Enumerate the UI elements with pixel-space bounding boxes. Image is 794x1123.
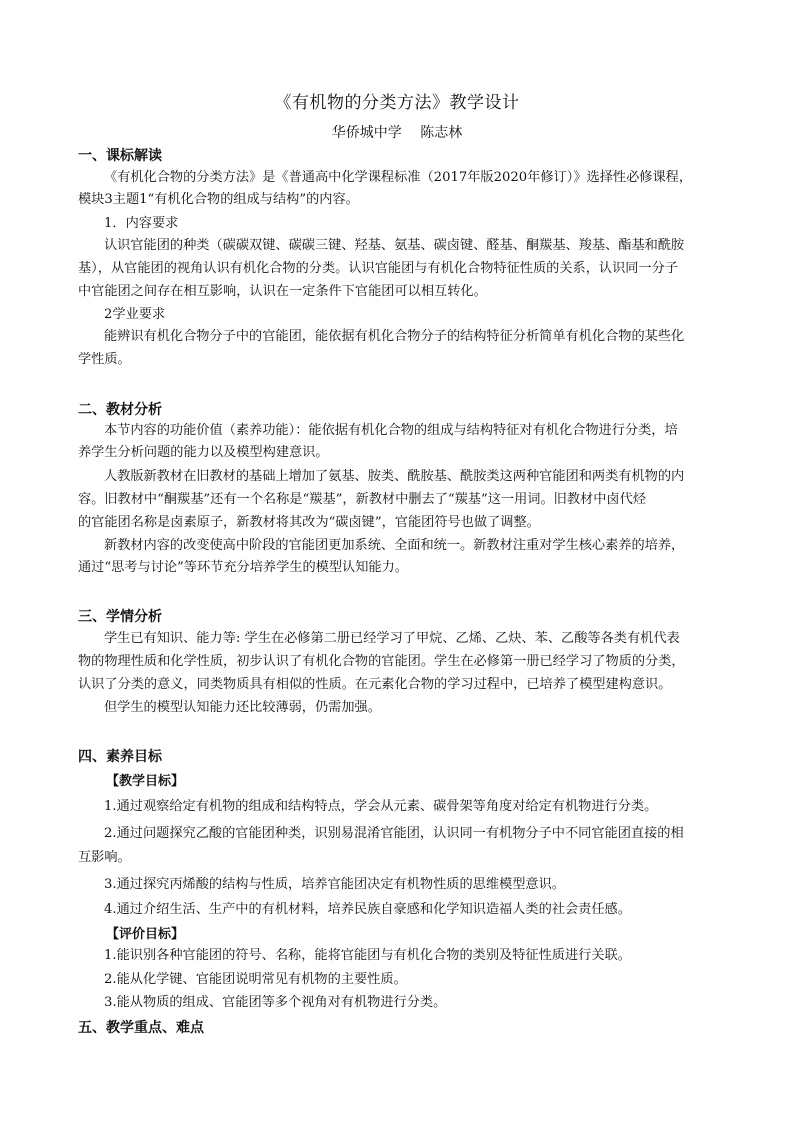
goal-item: 2.通过问题探究乙酸的官能团种类，识别易混淆官能团，认识同一有机物分子中不同官能团直接的相 [104,826,684,841]
paragraph-line: 学性质。 [78,352,131,367]
paragraph-line: 基），从官能团的视角认识有机化合物的分类。认识官能团与有机化合物特征性质的关系，认识同一分子 [78,261,679,276]
evaluation-item: 3.能从物质的组成、官能团等多个视角对有机物进行分类。 [104,995,447,1010]
section-heading-1: 一、课标解读 [78,148,162,164]
paragraph-line: 养学生分析问题的能力以及模型构建意识。 [78,445,329,460]
document-author: 华侨城中学 陈志林 [331,125,463,141]
paragraph-line: 的官能团名称是卤素原子，新教材将其改为“碳卤键”，官能团符号也做了调整。 [78,515,540,530]
paragraph-line: 能辨识有机化合物分子中的官能团，能依据有机化合物分子的结构特征分析简单有机化合物的某些化 [104,329,685,344]
subheading-content-requirements: 1．内容要求 [104,216,179,231]
paragraph-line: 通过“思考与讨论”等环节充分培养学生的模型认知能力。 [78,560,408,575]
paragraph-line: 中官能团之间存在相互影响，认识在一定条件下官能团可以相互转化。 [78,284,487,299]
evaluation-goals-label: 【评价目标】 [106,927,185,942]
document-title: 《有机物的分类方法》教学设计 [274,93,520,113]
subheading-learning-requirements: 2学业要求 [104,307,166,322]
paragraph-line: 认识了分类的意义，同类物质具有相似的性质。在元素化合物的学习过程中，已培养了模型建构意识。 [78,677,672,692]
teaching-goals-label: 【教学目标】 [106,774,185,789]
paragraph-line: 《有机化合物的分类方法》是《普通高中化学课程标准（2017年版2020年修订）》选择性必修课程， [104,170,693,185]
section-heading-3: 三、学情分析 [78,609,162,625]
goal-item: 4.通过介绍生活、生产中的有机材料，培养民族自豪感和化学知识造福人类的社会责任感。 [104,902,631,917]
section-heading-4: 四、素养目标 [78,749,162,765]
evaluation-item: 1.能识别各种官能团的符号、名称，能将官能团与有机化合物的类别及特征性质进行关联。 [104,948,631,963]
paragraph-line: 新教材内容的改变使高中阶段的官能团更加系统、全面和统一。新教材注重对学生核心素养的培养， [104,538,685,553]
paragraph-line: 模块3主题1“有机化合物的组成与结构”的内容。 [78,192,359,207]
goal-item: 1.通过观察给定有机物的组成和结构特点，学会从元素、碳骨架等角度对给定有机物进行分类。 [104,799,658,814]
paragraph-line: 人教版新教材在旧教材的基础上增加了氨基、胺类、酰胺基、酰胺类这两种官能团和两类有机物的内 [104,469,685,484]
goal-item: 3.通过探究丙烯酸的结构与性质，培养官能团决定有机物性质的思维模型意识。 [104,877,565,892]
paragraph-line: 学生已有知识、能力等: 学生在必修第二册已经学习了甲烷、乙烯、乙炔、苯、乙酸等各类有机代表 [104,631,680,646]
paragraph-line: 物的物理性质和化学性质，初步认识了有机化合物的官能团。学生在必修第一册已经学习了物质的分类， [78,654,685,669]
section-heading-5: 五、教学重点、难点 [78,1020,204,1036]
paragraph-line: 容。旧教材中“酮羰基”还有一个名称是“羰基”，新教材中删去了“羰基”这一用词。旧教材中卤代烃 [78,492,646,507]
section-heading-2: 二、教材分析 [78,402,162,418]
paragraph-line: 本节内容的功能价值（素养功能）：能依据有机化合物的组成与结构特征对有机化合物进行分类，培 [104,423,678,438]
paragraph-line: 但学生的模型认知能力还比较薄弱，仍需加强。 [104,700,381,715]
goal-item-continuation: 互影响。 [78,850,131,865]
evaluation-item: 2.能从化学键、官能团说明常见有机物的主要性质。 [104,972,407,987]
paragraph-line: 认识官能团的种类（碳碳双键、碳碳三键、羟基、氨基、碳卤键、醛基、酮羰基、羧基、酯基和酰胺 [104,238,685,253]
